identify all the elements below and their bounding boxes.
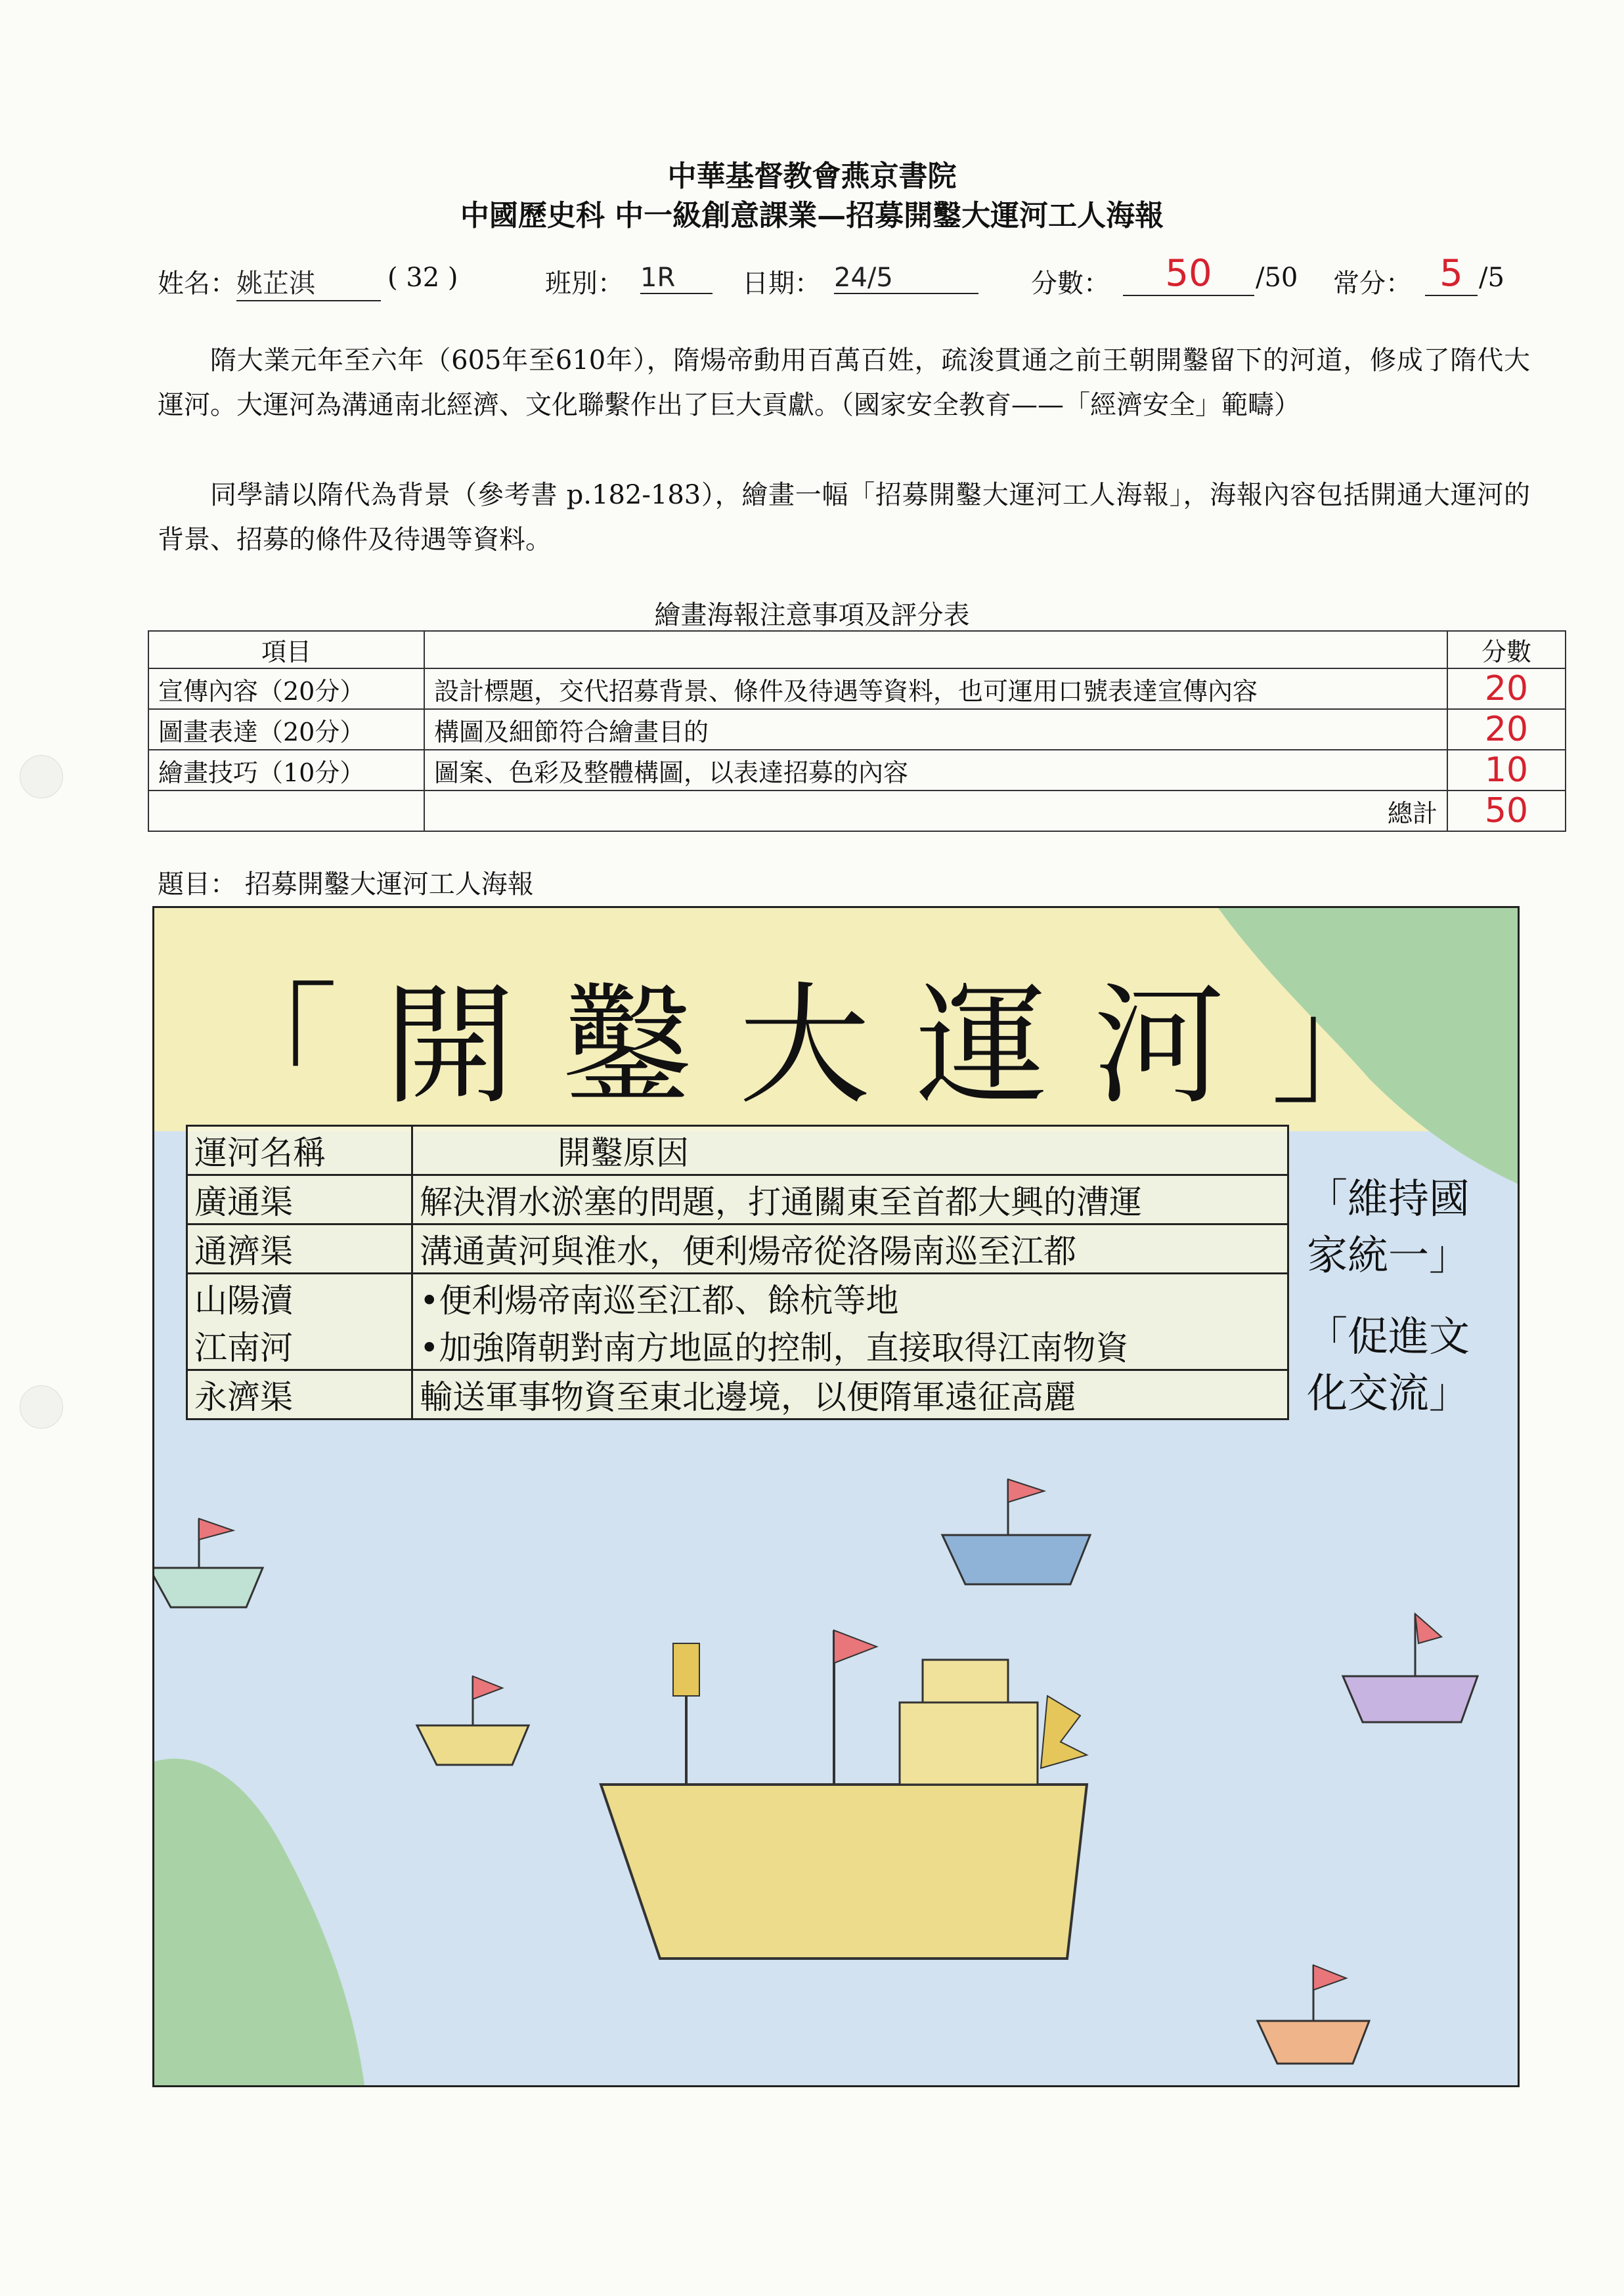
regular-score-value: 5 bbox=[1425, 252, 1478, 296]
student-number: ( 32 ) bbox=[387, 263, 458, 293]
canal-row bbox=[187, 1274, 1288, 1322]
rubric-total-label: 總計 bbox=[424, 791, 1447, 831]
date-label: 日期： bbox=[742, 269, 821, 299]
canal-row bbox=[187, 1224, 1288, 1274]
assignment-title: 中國歷史科 中一級創意課業—招募開鑿大運河工人海報 bbox=[460, 199, 1164, 232]
canal-header-name: 運河名稱 bbox=[187, 1126, 412, 1175]
canal-reason: •加強隋朝對南方地區的控制，直接取得江南物資 bbox=[412, 1322, 1288, 1370]
rubric-header-desc bbox=[424, 631, 1447, 668]
regular-score-label: 常分： bbox=[1333, 269, 1412, 299]
punch-hole-bottom bbox=[20, 1385, 63, 1429]
canal-table bbox=[186, 1125, 1289, 1420]
score-total: /50 bbox=[1256, 263, 1298, 293]
poster-drawing bbox=[152, 906, 1520, 2087]
regular-score-total: /5 bbox=[1479, 263, 1504, 293]
rubric-total-score: 50 bbox=[1447, 791, 1566, 831]
canal-name: 永濟渠 bbox=[187, 1370, 412, 1419]
canal-row bbox=[187, 1370, 1288, 1419]
rubric-header-score: 分數 bbox=[1447, 631, 1566, 668]
score-value: 50 bbox=[1123, 252, 1254, 296]
date-value[interactable]: 24/5 bbox=[834, 263, 978, 294]
rubric-item: 繪畫技巧（10分） bbox=[148, 750, 424, 791]
canal-reason: 解決渭水淤塞的問題，打通關東至首都大興的漕運 bbox=[412, 1175, 1288, 1224]
rubric-item: 圖畫表達（20分） bbox=[148, 709, 424, 750]
canal-header-reason: 開鑿原因 bbox=[412, 1126, 1288, 1175]
rubric-total-row bbox=[148, 791, 1566, 831]
canal-name: 廣通渠 bbox=[187, 1175, 412, 1224]
canal-name: 山陽瀆 bbox=[187, 1274, 412, 1322]
poster-topic: 題目： 招募開鑿大運河工人海報 bbox=[158, 869, 534, 899]
punch-hole-top bbox=[20, 755, 63, 798]
slogan-culture: 「促進文化交流」 bbox=[1307, 1312, 1470, 1417]
score-label: 分數： bbox=[1031, 269, 1110, 299]
rubric-table bbox=[148, 630, 1566, 832]
name-value[interactable]: 姚芷淇 bbox=[236, 263, 381, 301]
rubric-header-item: 項目 bbox=[148, 631, 424, 668]
rubric-caption: 繪畫海報注意事項及評分表 bbox=[654, 600, 970, 630]
rubric-score: 20 bbox=[1447, 668, 1566, 709]
poster-title: 「開鑿大運河」 bbox=[207, 970, 1449, 1123]
canal-reason: •便利煬帝南巡至江都、餘杭等地 bbox=[412, 1274, 1288, 1322]
rubric-row bbox=[148, 668, 1566, 709]
student-info-row bbox=[158, 252, 1524, 309]
name-label: 姓名： bbox=[158, 269, 236, 299]
rubric-item: 宣傳內容（20分） bbox=[148, 668, 424, 709]
rubric-score: 10 bbox=[1447, 750, 1566, 791]
slogan-unity: 「維持國家統一」 bbox=[1307, 1175, 1470, 1279]
task-paragraph: 同學請以隋代為背景（參考書 p.182-183），繪畫一幅「招募開鑿大運河工人海報」，海報內容包括開通大運河的背景、招募的條件及待遇等資料。 bbox=[158, 480, 1530, 555]
school-name: 中華基督教會燕京書院 bbox=[667, 160, 957, 193]
rubric-row bbox=[148, 709, 1566, 750]
canal-row bbox=[187, 1175, 1288, 1224]
class-label: 班別： bbox=[545, 269, 624, 299]
canal-row bbox=[187, 1322, 1288, 1370]
canal-reason: 溝通黃河與淮水，便利煬帝從洛陽南巡至江都 bbox=[412, 1224, 1288, 1274]
rubric-row bbox=[148, 750, 1566, 791]
rubric-header-row bbox=[148, 631, 1566, 668]
rubric-desc: 構圖及細節符合繪畫目的 bbox=[424, 709, 1447, 750]
rubric-desc: 圖案、色彩及整體構圖，以表達招募的內容 bbox=[424, 750, 1447, 791]
intro-paragraph: 隋大業元年至六年（605年至610年），隋煬帝動用百萬百姓，疏浚貫通之前王朝開鑿留下的河道，修成了隋代大運河。大運河為溝通南北經濟、文化聯繫作出了巨大貢獻。（國家安全教育——「經濟安全」範疇） bbox=[158, 345, 1530, 420]
canal-name: 通濟渠 bbox=[187, 1224, 412, 1274]
canal-table-header bbox=[187, 1126, 1288, 1175]
rubric-score: 20 bbox=[1447, 709, 1566, 750]
canal-reason: 輸送軍事物資至東北邊境，以便隋軍遠征高麗 bbox=[412, 1370, 1288, 1419]
canal-name: 江南河 bbox=[187, 1322, 412, 1370]
class-value[interactable]: 1R bbox=[640, 263, 713, 294]
rubric-desc: 設計標題，交代招募背景、條件及待遇等資料，也可運用口號表達宣傳內容 bbox=[424, 668, 1447, 709]
